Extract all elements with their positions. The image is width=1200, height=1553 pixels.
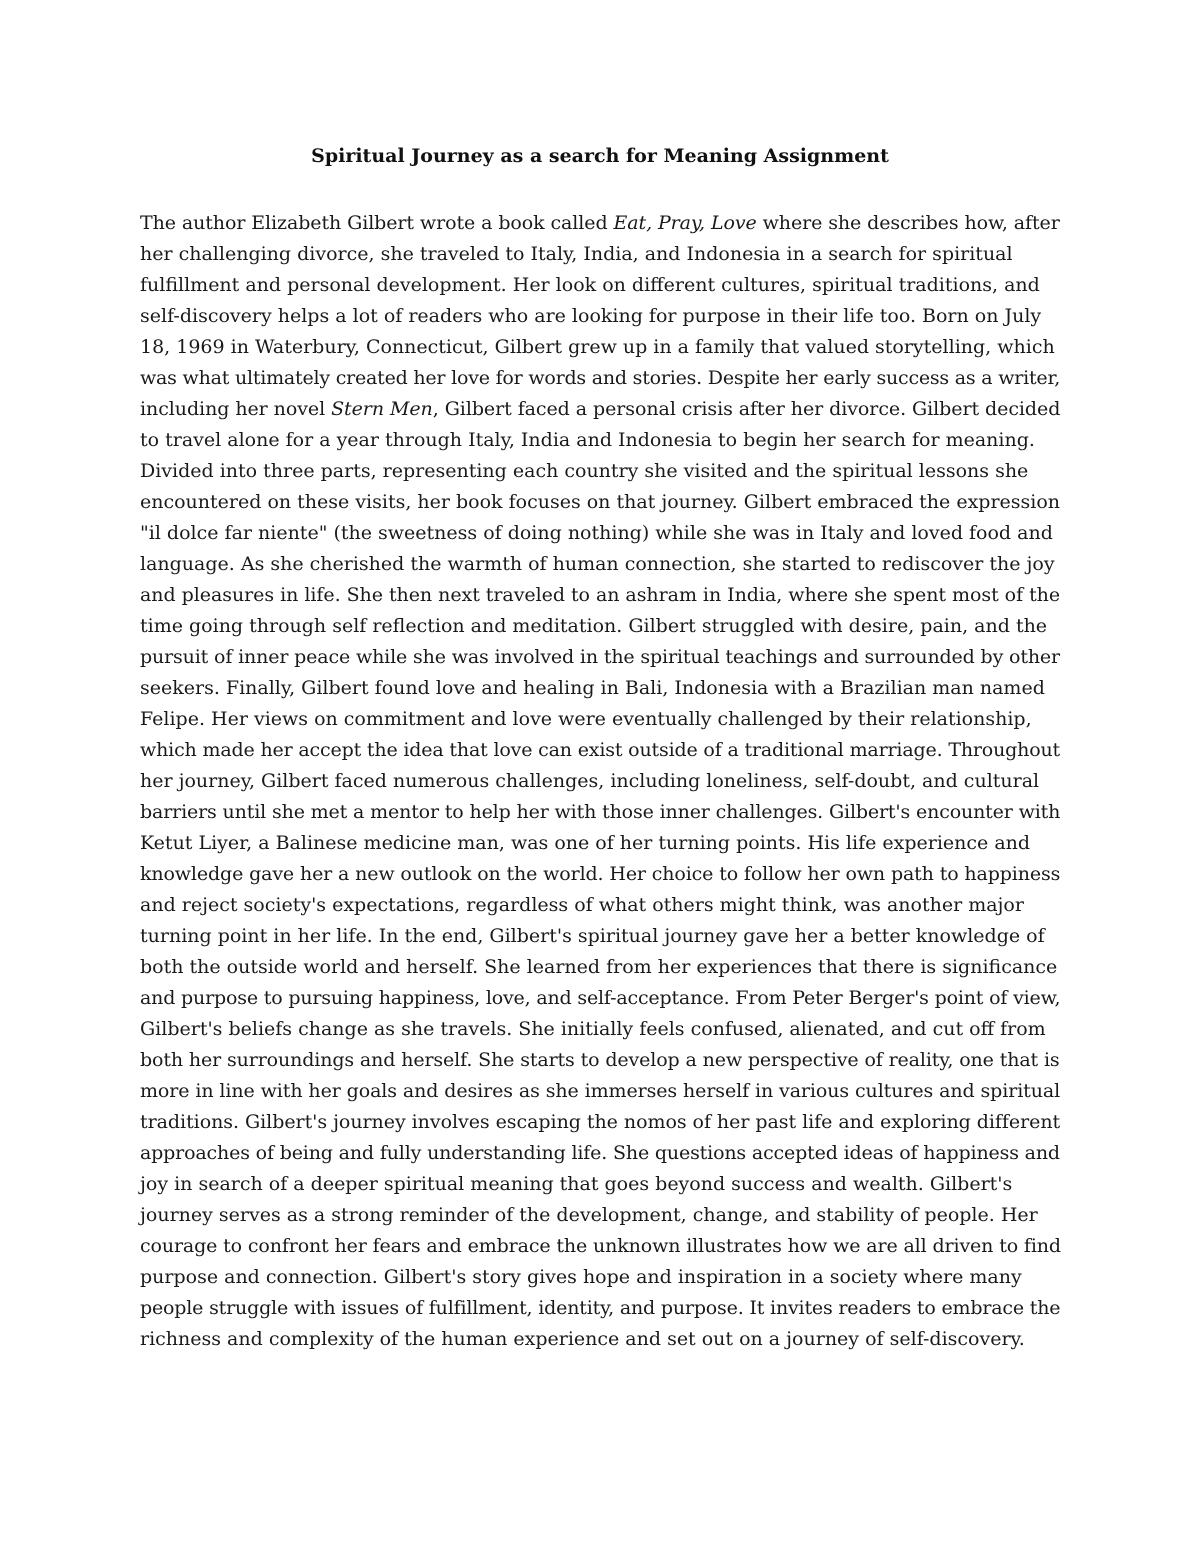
line-text: joy in search of a deeper spiritual meaning that goes beyond success and wealth. Gilbert's bbox=[140, 1173, 1013, 1195]
line-text: which made her accept the idea that love can exist outside of a traditional marriage. Throughout bbox=[140, 739, 1061, 761]
line-text: Divided into three parts, representing each country she visited and the spiritual lessons she bbox=[140, 460, 1029, 482]
document-body bbox=[140, 208, 1060, 1355]
body-line bbox=[140, 1293, 1060, 1324]
line-text: was what ultimately created her love for words and stories. Despite her early success as a writer, bbox=[140, 367, 1061, 389]
body-line bbox=[140, 301, 1060, 332]
line-text: language. As she cherished the warmth of human connection, she started to rediscover the joy bbox=[140, 553, 1055, 575]
body-line bbox=[140, 1107, 1060, 1138]
body-line bbox=[140, 1138, 1060, 1169]
line-text: journey serves as a strong reminder of the development, change, and stability of people. Her bbox=[140, 1204, 1038, 1226]
body-line bbox=[140, 797, 1060, 828]
line-text: including her novel bbox=[140, 398, 332, 420]
line-text: pursuit of inner peace while she was involved in the spiritual teachings and surrounded by other bbox=[140, 646, 1060, 668]
body-line bbox=[140, 1231, 1060, 1262]
body-line bbox=[140, 952, 1060, 983]
body-line bbox=[140, 611, 1060, 642]
body-line bbox=[140, 1014, 1060, 1045]
line-text: 18, 1969 in Waterbury, Connecticut, Gilbert grew up in a family that valued storytelling, which bbox=[140, 336, 1055, 358]
line-text: encountered on these visits, her book focuses on that journey. Gilbert embraced the expression bbox=[140, 491, 1061, 513]
body-line bbox=[140, 208, 1060, 239]
body-line bbox=[140, 766, 1060, 797]
body-line bbox=[140, 1076, 1060, 1107]
line-text: time going through self reflection and meditation. Gilbert struggled with desire, pain, and the bbox=[140, 615, 1048, 637]
body-line bbox=[140, 735, 1060, 766]
line-text-after: where she describes how, after bbox=[756, 212, 1060, 234]
body-line bbox=[140, 425, 1060, 456]
book-title-italic: Eat, Pray, Love bbox=[613, 212, 757, 234]
line-text: Ketut Liyer, a Balinese medicine man, was one of her turning points. His life experience and bbox=[140, 832, 1031, 854]
line-text: and reject society's expectations, regardless of what others might think, was another major bbox=[140, 894, 1024, 916]
body-line bbox=[140, 704, 1060, 735]
line-text: her journey, Gilbert faced numerous challenges, including loneliness, self-doubt, and cultural bbox=[140, 770, 1040, 792]
body-line bbox=[140, 1045, 1060, 1076]
body-line bbox=[140, 456, 1060, 487]
body-line bbox=[140, 549, 1060, 580]
body-line bbox=[140, 859, 1060, 890]
line-text: her challenging divorce, she traveled to Italy, India, and Indonesia in a search for spiritual bbox=[140, 243, 1013, 265]
body-line bbox=[140, 1169, 1060, 1200]
body-line bbox=[140, 983, 1060, 1014]
line-text: purpose and connection. Gilbert's story gives hope and inspiration in a society where many bbox=[140, 1266, 1022, 1288]
line-text: traditions. Gilbert's journey involves escaping the nomos of her past life and exploring different bbox=[140, 1111, 1061, 1133]
body-line bbox=[140, 580, 1060, 611]
line-text: richness and complexity of the human experience and set out on a journey of self-discovery. bbox=[140, 1328, 1025, 1350]
line-text: "il dolce far niente" (the sweetness of doing nothing) while she was in Italy and loved food and bbox=[140, 522, 1053, 544]
line-text: approaches of being and fully understanding life. She questions accepted ideas of happiness and bbox=[140, 1142, 1060, 1164]
body-line bbox=[140, 1200, 1060, 1231]
line-text: and pleasures in life. She then next traveled to an ashram in India, where she spent most of the bbox=[140, 584, 1061, 606]
line-text: to travel alone for a year through Italy, India and Indonesia to begin her search for meaning. bbox=[140, 429, 1035, 451]
body-line bbox=[140, 239, 1060, 270]
body-line bbox=[140, 1324, 1060, 1355]
line-text: barriers until she met a mentor to help her with those inner challenges. Gilbert's encounter with bbox=[140, 801, 1061, 823]
document-title: Spiritual Journey as a search for Meaning Assignment bbox=[311, 145, 889, 167]
body-line bbox=[140, 890, 1060, 921]
book-title-italic: Stern Men bbox=[331, 398, 433, 420]
line-text: courage to confront her fears and embrace the unknown illustrates how we are all driven to find bbox=[140, 1235, 1061, 1257]
line-text: Felipe. Her views on commitment and love were eventually challenged by their relationship, bbox=[140, 708, 1032, 730]
body-line bbox=[140, 673, 1060, 704]
line-text: both her surroundings and herself. She starts to develop a new perspective of reality, one that is bbox=[140, 1049, 1060, 1071]
body-line bbox=[140, 332, 1060, 363]
line-text: and purpose to pursuing happiness, love, and self-acceptance. From Peter Berger's point of view, bbox=[140, 987, 1061, 1009]
body-line bbox=[140, 363, 1060, 394]
body-line bbox=[140, 394, 1060, 425]
line-text: both the outside world and herself. She learned from her experiences that there is significance bbox=[140, 956, 1058, 978]
body-line bbox=[140, 270, 1060, 301]
line-text: people struggle with issues of fulfillment, identity, and purpose. It invites readers to embrace the bbox=[140, 1297, 1061, 1319]
body-line bbox=[140, 828, 1060, 859]
line-text: seekers. Finally, Gilbert found love and healing in Bali, Indonesia with a Brazilian man named bbox=[140, 677, 1045, 699]
body-line bbox=[140, 487, 1060, 518]
line-text: more in line with her goals and desires as she immerses herself in various cultures and spiritual bbox=[140, 1080, 1061, 1102]
line-text: The author Elizabeth Gilbert wrote a book called bbox=[140, 212, 614, 234]
body-line bbox=[140, 921, 1060, 952]
line-text: knowledge gave her a new outlook on the world. Her choice to follow her own path to happiness bbox=[140, 863, 1061, 885]
body-line bbox=[140, 1262, 1060, 1293]
line-text: fulfillment and personal development. Her look on different cultures, spiritual traditions, and bbox=[140, 274, 1040, 296]
body-line bbox=[140, 518, 1060, 549]
line-text: self-discovery helps a lot of readers who are looking for purpose in their life too. Born on July bbox=[140, 305, 1042, 327]
line-text: Gilbert's beliefs change as she travels. She initially feels confused, alienated, and cut off from bbox=[140, 1018, 1046, 1040]
line-text-after: , Gilbert faced a personal crisis after her divorce. Gilbert decided bbox=[432, 398, 1061, 420]
line-text: turning point in her life. In the end, Gilbert's spiritual journey gave her a better knowledge of bbox=[140, 925, 1045, 947]
body-line bbox=[140, 642, 1060, 673]
